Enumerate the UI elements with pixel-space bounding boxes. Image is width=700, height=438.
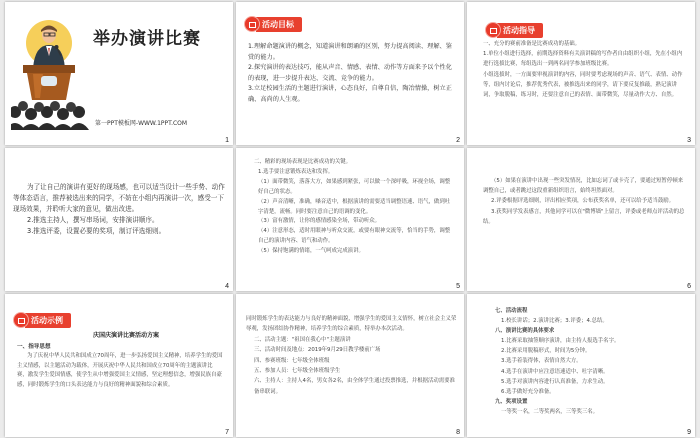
goal-item: 2.探究演讲的表达技巧，能从声音、情感、表情、动作等方面来予以个性化的表现，进一步提升表达、交流、竞争的能力。 bbox=[248, 64, 452, 82]
list-item: 2.评委根据评选细则，评出相应奖项，公布获奖名单，还可以给予适当鼓励。 bbox=[491, 198, 675, 205]
slide-number: 9 bbox=[687, 429, 691, 436]
list-item: 6.选手做好充分准备。 bbox=[501, 388, 555, 395]
content-block bbox=[483, 176, 687, 227]
guide-list bbox=[483, 39, 687, 100]
section-heading: 一、指导思想 bbox=[17, 344, 51, 350]
speaker-illustration bbox=[11, 12, 89, 130]
list-item: 一等奖一名，二等奖两名，三等奖三名。 bbox=[501, 408, 599, 415]
slide-9[interactable] bbox=[467, 294, 695, 437]
list-item: （5）如果在演讲中出现一些突发情况，比如忘词了或卡壳了，要通过短暂停顿来调整自己，或者跳过这段重新组织语言，始终坦然面对。 bbox=[483, 178, 684, 195]
badge-label: 活动目标 bbox=[256, 17, 302, 32]
section-heading: 九、奖项设置 bbox=[495, 398, 528, 405]
list-item: 2.比赛采用脱稿形式，时间为5分钟。 bbox=[501, 348, 591, 355]
list-item: 1.选手要注意锻炼表达和发挥。 bbox=[258, 168, 334, 175]
list-item: （3）富有激情，让你的感情感染全场，带动听众。 bbox=[258, 218, 381, 225]
list-item: 五、参加人员：七年级全体班级学生 bbox=[254, 368, 341, 375]
goal-item: 3.立足校园生活的主题进行演讲，心态良好，自尊自信，陶冶情操，树立正确、高尚的人生观。 bbox=[248, 85, 452, 103]
list-item: 同时锻炼学生的表达能力与良好的精神面貌，增强学生的爱国主义情怀，树立社会主义荣辱观，发扬团结协作精神，培养学生的综合素质，特举办本次活动。 bbox=[246, 316, 457, 333]
slide-title: 举办演讲比赛 bbox=[93, 29, 201, 49]
guide-item: 一、充分的赛前准备是比赛成功的基础。 bbox=[483, 41, 581, 47]
content-block bbox=[495, 306, 689, 417]
slide-number: 3 bbox=[687, 137, 691, 144]
slide-6[interactable] bbox=[467, 148, 695, 291]
list-item: （4）注意形态，适时用眼神与听众交流，或要有眼神交流等，恰当的手势，调整自己的演讲内容、语气和动作。 bbox=[258, 228, 451, 245]
list-item: 四、参赛班级：七年级全体班级 bbox=[254, 357, 330, 364]
list-item: 5.选手对演讲内容进行认真准备，力求生动。 bbox=[501, 378, 609, 385]
list-item: （2）声音清晰，准确，嗓音适中，根据演讲的需要适当调整语速、语气，做到吐字清楚，流畅。同时要注意自己的语调的变化。 bbox=[258, 198, 451, 215]
list-item: 1.校长讲话；2.演讲比赛；3.评委；4.总结。 bbox=[501, 318, 608, 325]
slide-7[interactable] bbox=[5, 294, 233, 437]
goal-item: 1.理解命题演讲的概念，知道演讲和朗诵的区别，努力提高阅读、理解、鉴赏的能力。 bbox=[248, 43, 452, 61]
section-heading: 七、活动流程 bbox=[495, 308, 528, 314]
list-item: （1）面带微笑，落落大方，如果感到紧张，可以做一个深呼吸，环视全场，调整好自己的状态。 bbox=[258, 178, 451, 195]
slide-4[interactable] bbox=[5, 148, 233, 291]
slide-number: 1 bbox=[225, 137, 229, 144]
slide-2[interactable] bbox=[236, 2, 464, 145]
list-item: 二、活动主题："祖国在我心中"主题演讲 bbox=[254, 336, 351, 343]
list-item: 1.比赛采取抽签顺序演讲，由主持人报选手名字。 bbox=[501, 338, 620, 345]
slide-number: 6 bbox=[687, 283, 691, 290]
list-item: 三、活动时间及地点：2019年9月29日教学楼前广场 bbox=[254, 347, 381, 354]
list-item: 六、主持人：主持人4名，男女各2名，由全体学生通过投票推选，并根据活动需要准备串联词。 bbox=[254, 378, 455, 395]
goals-list bbox=[248, 42, 456, 106]
slide-number: 8 bbox=[456, 429, 460, 436]
document-body bbox=[17, 352, 223, 390]
content-block bbox=[13, 182, 227, 237]
slide-number: 4 bbox=[225, 283, 229, 290]
section-heading: 八、演讲比赛的具体要求 bbox=[495, 328, 555, 335]
list-item: 4.选手在演讲中应注意语速适中、吐字清晰。 bbox=[501, 368, 609, 375]
badge-label: 活动示例 bbox=[25, 313, 71, 328]
slide-3[interactable] bbox=[467, 2, 695, 145]
slide-footer: 第一PPT模板网-WWW.1PPT.COM bbox=[95, 120, 188, 127]
slide-number: 7 bbox=[225, 429, 229, 436]
document-title: 庆国庆演讲比赛活动方案 bbox=[93, 332, 160, 339]
slide-number: 2 bbox=[456, 137, 460, 144]
guide-item: 小组选拔时，一方面要审视演讲的内容，同时要考虑现场的声音、语气、表情、动作等，组内讨论后，推荐优秀代表，被推选出来的同学，请下要反复推敲，熟记演讲词，争取脱稿，练习时，还要注意自己的表情、面带微笑，尽量动作大方、自然。 bbox=[483, 71, 683, 99]
section-badge bbox=[485, 22, 543, 38]
list-item: （5）保持饱满的情绪，一气呵成完成演讲。 bbox=[258, 248, 364, 255]
intro-paragraph: 为了让自己的演讲有更好的现场感，也可以适当设计一些手势、动作等体态语言，推荐被选出来的同学，不妨在小组内再演讲一次，感受一下现场效果，并聆听大家的意见，做出改进。 bbox=[13, 183, 225, 213]
section-badge bbox=[244, 16, 302, 32]
guide-icon bbox=[485, 22, 501, 38]
content-block bbox=[246, 314, 458, 397]
list-item: 3.推选评委，设置必要的奖项，制订评选细则。 bbox=[27, 227, 166, 235]
example-icon bbox=[13, 312, 29, 328]
guide-item: 1.单位小组进行选择，前期选择资料有关演讲稿的写作者自由组织小组，先在小组内进行选拔比赛，每组选出一到两名同学参加班级比赛。 bbox=[483, 51, 683, 68]
list-item: 二、精彩的现场表现是比赛成功的关键。 bbox=[254, 159, 352, 165]
badge-label: 活动指导 bbox=[497, 23, 543, 38]
slide-1[interactable] bbox=[5, 2, 233, 145]
section-badge bbox=[13, 312, 71, 328]
list-item: 3.获奖同学发表感言，其他同学可以在"微博墙"上留言，评委或老师点评活动的总结。 bbox=[483, 208, 685, 225]
target-icon bbox=[244, 16, 260, 32]
slide-5[interactable] bbox=[236, 148, 464, 291]
slide-number: 5 bbox=[456, 283, 460, 290]
list-item: 2.推选主持人，撰写串场词，安排演讲顺序。 bbox=[27, 216, 159, 224]
content-block bbox=[254, 158, 454, 257]
slide-8[interactable] bbox=[236, 294, 464, 437]
list-item: 3.选手着装得体，表情自然大方。 bbox=[501, 358, 582, 365]
body-paragraph: 为了庆祝中华人民共和国成立70周年，进一步弘扬爱国主义精神，培养学生的爱国主义情感，以主题活动为载体，开展庆祝中华人民共和国成立70周年的主题演讲比赛，激发学生爱国情感，使学生从中增强爱国主义情感，坚定理想信念，增强民族自豪感，同时锻炼学生的口头表达能力与良好的精神面貌和综合素质。 bbox=[17, 353, 223, 388]
